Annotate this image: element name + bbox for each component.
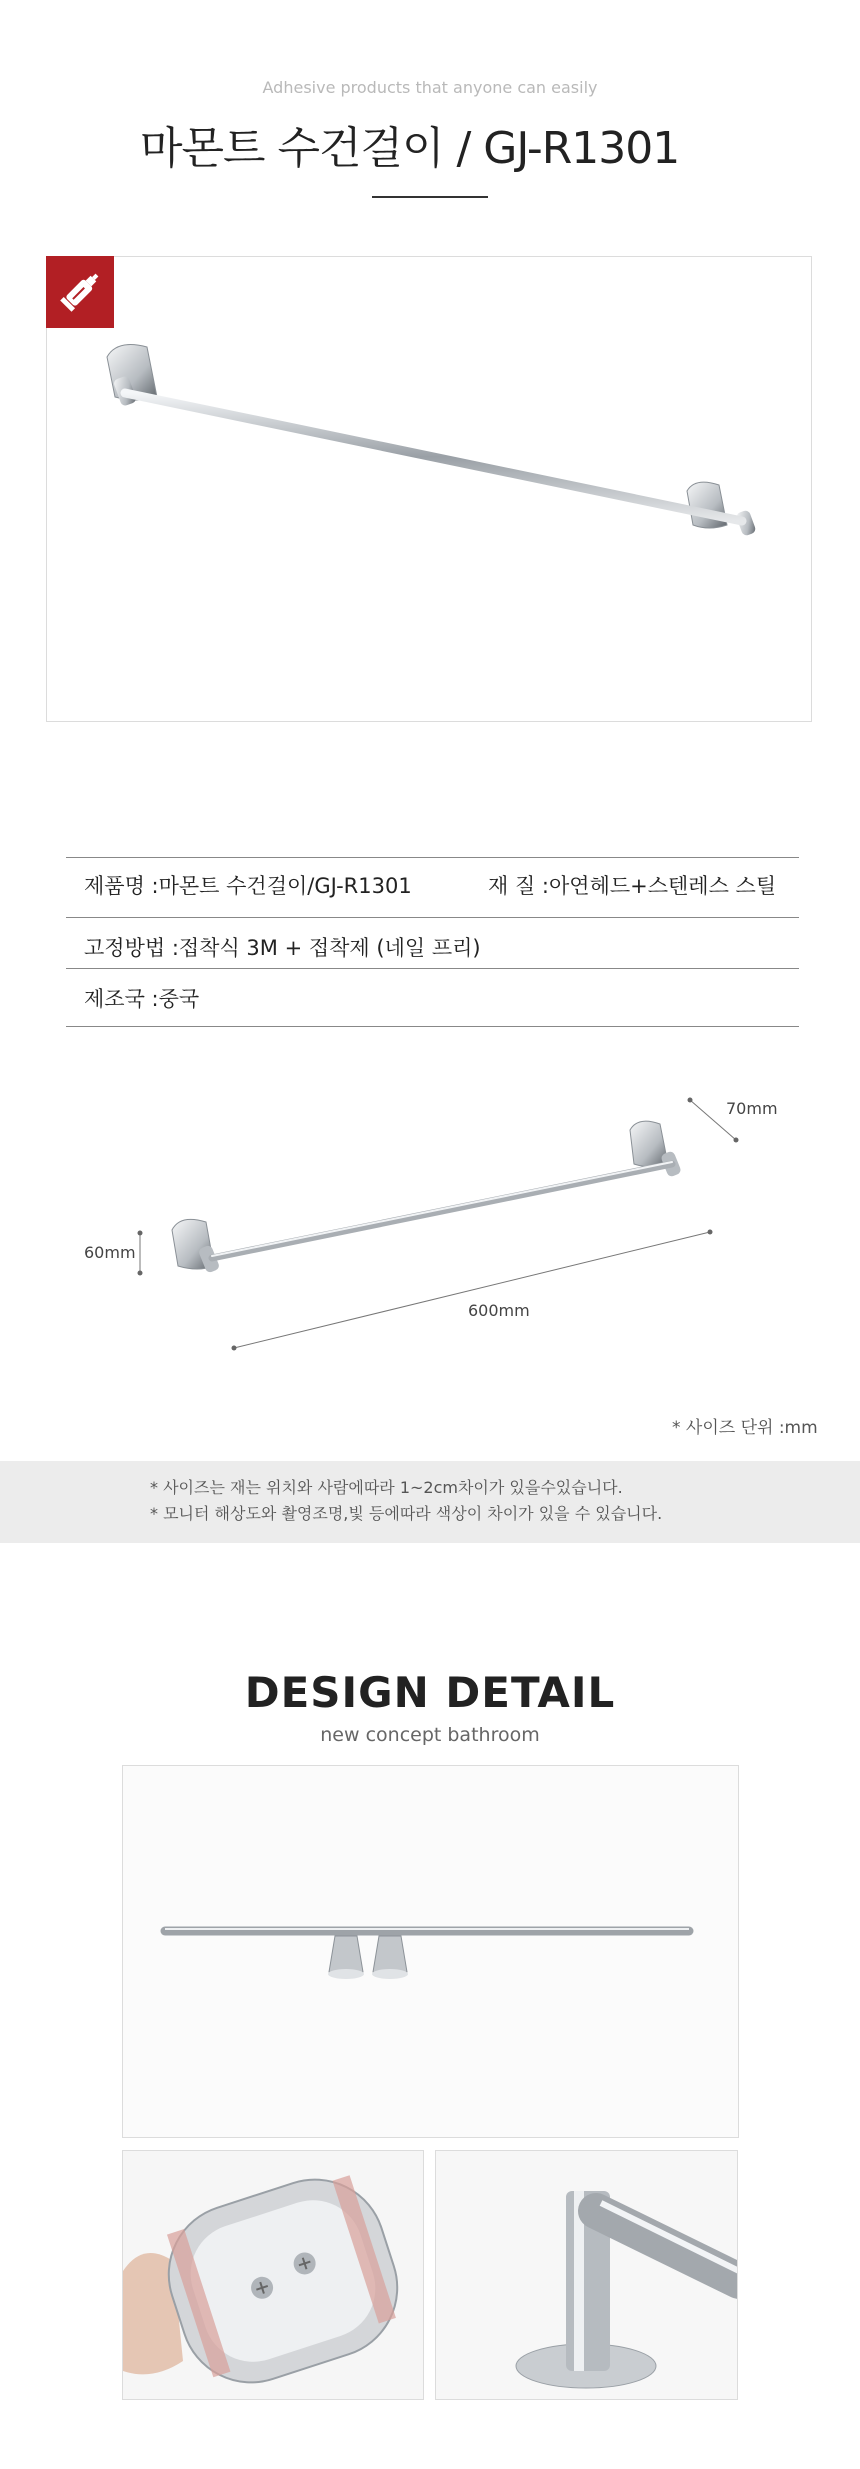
dimension-length-label: 600mm	[468, 1301, 530, 1320]
title-underline	[372, 196, 488, 198]
glue-tube-icon	[46, 256, 114, 328]
product-badge	[46, 256, 114, 328]
spec-install-method: 고정방법 :접착식 3M + 접착제 (네일 프리)	[84, 936, 481, 960]
towel-bar-top-view	[123, 1766, 739, 2138]
product-image-frame	[46, 256, 812, 722]
spec-product-name: 제품명 :마몬트 수건걸이/GJ-R1301	[84, 874, 412, 898]
design-detail-title: DESIGN DETAIL	[244, 1668, 616, 1717]
detail-photo-mount-closeup	[435, 2150, 738, 2400]
design-detail-subtitle: new concept bathroom	[320, 1724, 540, 1746]
spec-material: 재 질 :아연헤드+스텐레스 스틸	[488, 874, 777, 898]
notice-size-variance: * 사이즈는 재는 위치와 사람에따라 1~2cm차이가 있을수있습니다.	[150, 1478, 623, 1497]
size-unit-note: * 사이즈 단위 :mm	[672, 1418, 818, 1438]
adhesive-backplate	[123, 2151, 424, 2400]
page-subtitle: Adhesive products that anyone can easily	[262, 78, 598, 97]
dimension-height-label: 60mm	[84, 1243, 136, 1262]
spec-divider	[66, 917, 799, 918]
spec-divider	[66, 857, 799, 858]
detail-photo-adhesive-back	[122, 2150, 424, 2400]
page-title: 마몬트 수건걸이 / GJ-R1301	[140, 123, 680, 174]
dimension-depth-label: 70mm	[726, 1099, 778, 1118]
detail-photo-full-bar	[122, 1765, 739, 2138]
mount-closeup	[436, 2151, 738, 2400]
spec-divider	[66, 1026, 799, 1027]
spec-origin: 제조국 :중국	[84, 987, 200, 1011]
spec-divider	[66, 968, 799, 969]
notice-color-variance: * 모니터 해상도와 촬영조명,빛 등에따라 색상이 차이가 있을 수 있습니다.	[150, 1504, 663, 1523]
towel-bar-illustration	[47, 257, 813, 723]
